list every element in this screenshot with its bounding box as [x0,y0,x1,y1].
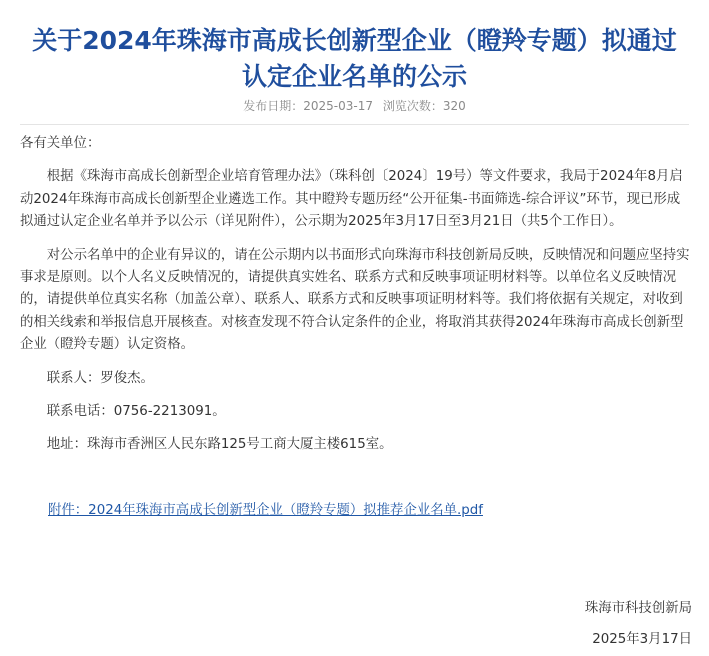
salutation: 各有关单位： [20,136,101,151]
divider [20,124,689,125]
article-body [20,133,692,457]
paragraph-1: 根据《珠海市高成长创新型企业培育管理办法》（珠科创〔2024〕19号）等文件要求，我局于2024年8月启动2024年珠海市高成长创新型企业遴选工作。其中瞪羚专题历经“公开征集-书面筛选-综合评议”环节，现已形成拟通过认定企业名单并予以公示（详见附件），公示期为2025年3月17日至3月21日（共5个工作日）。 [20,169,683,230]
address: 地址：珠海市香洲区人民东路125号工商大厦主楼615室。 [46,437,393,453]
publish-date: 发布日期：2025-03-17 [243,99,373,113]
page-title: 关于2024年珠海市高成长创新型企业（瞪羚专题）拟通过认定企业名单的公示 [32,25,677,91]
contact-person: 联系人：罗俊杰。 [46,370,154,386]
contact-phone: 联系电话：0756-2213091。 [46,404,226,420]
signature-date: 2025年3月17日 [592,632,692,647]
view-count: 浏览次数：320 [382,99,466,113]
attachment-link[interactable]: 附件：2024年珠海市高成长创新型企业（瞪羚专题）拟推荐企业名单.pdf [48,503,483,518]
article-meta [0,97,709,114]
paragraph-2: 对公示名单中的企业有异议的，请在公示期内以书面形式向珠海市科技创新局反映，反映情况和问题应坚持实事求是原则。以个人名义反映情况的，请提供真实姓名、联系方式和反映事项证明材料等。以单位名义反映情况的，请提供单位真实名称（加盖公章）、联系人、联系方式和反映事项证明材料等。我们将依据有关规定，对收到的相关线索和举报信息开展核查。对核查发现不符合认定条件的企业，将取消其获得2024年珠海市高成长创新型企业（瞪羚专题）认定资格。 [20,247,690,353]
signature-org: 珠海市科技创新局 [584,601,692,616]
